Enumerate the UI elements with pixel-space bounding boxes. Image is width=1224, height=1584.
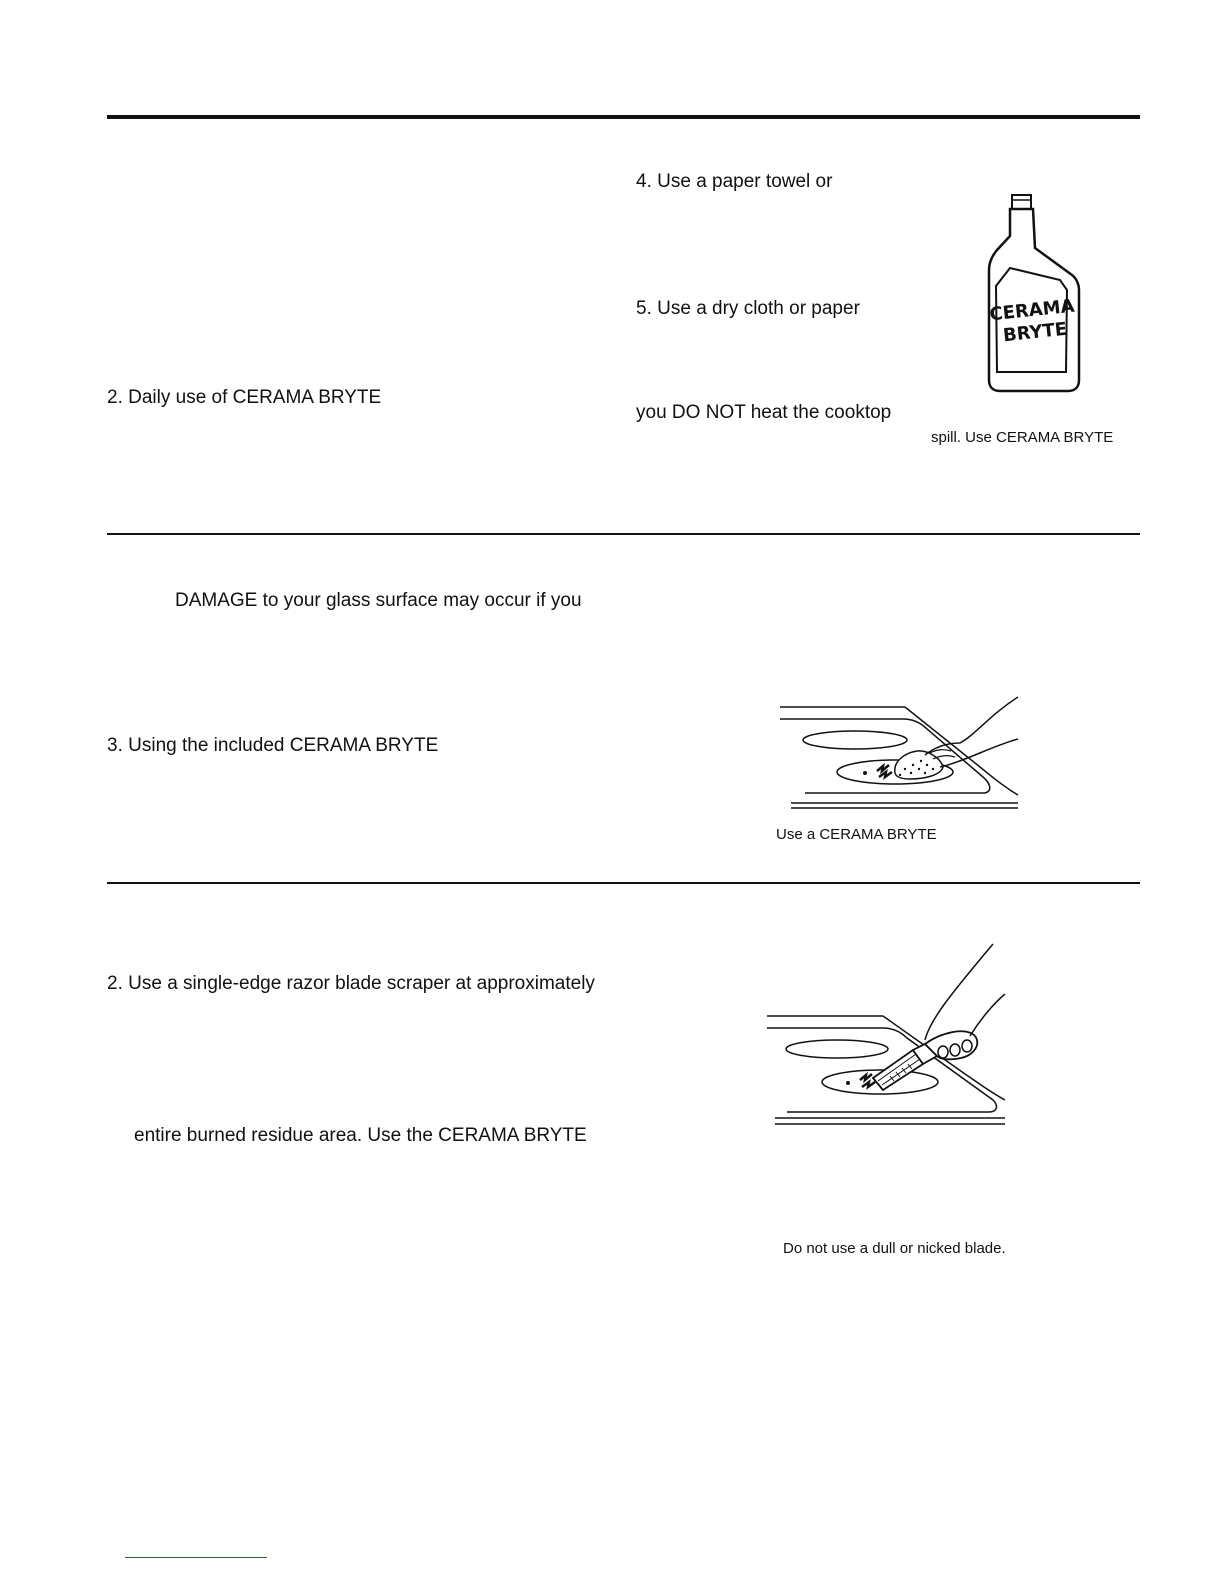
footer-link-underline[interactable] — [125, 1557, 267, 1558]
damage-warning: DAMAGE to your glass surface may occur if you — [175, 590, 582, 611]
spill-caption: spill. Use CERAMA BRYTE — [931, 429, 1114, 446]
scraper-figure-caption: Do not use a dull or nicked blade. — [783, 1240, 1006, 1257]
top-rule — [107, 115, 1140, 119]
daily-use-step: 2. Daily use of CERAMA BRYTE — [107, 387, 382, 408]
paper-towel-step: 4. Use a paper towel or — [636, 171, 833, 192]
bottle-label-bryte: BRYTE — [1002, 318, 1069, 347]
razor-scraper-illustration — [765, 940, 1015, 1130]
dry-cloth-step: 5. Use a dry cloth or paper — [636, 298, 860, 319]
section-divider-1 — [107, 533, 1140, 535]
do-not-heat-text: you DO NOT heat the cooktop — [636, 402, 892, 423]
bottle-label-cerama: CERAMA — [988, 295, 1076, 326]
wipe-figure-caption: Use a CERAMA BRYTE — [776, 826, 937, 843]
using-cleaner-step: 3. Using the included CERAMA BRYTE — [107, 735, 439, 756]
cleaner-bottle-illustration — [980, 190, 1090, 400]
section-divider-2 — [107, 882, 1140, 884]
burned-residue-text: entire burned residue area. Use the CERAMA BRYTE — [134, 1125, 587, 1146]
razor-scraper-step: 2. Use a single-edge razor blade scraper at approximately — [107, 973, 595, 994]
cooktop-wipe-illustration — [775, 695, 1025, 815]
